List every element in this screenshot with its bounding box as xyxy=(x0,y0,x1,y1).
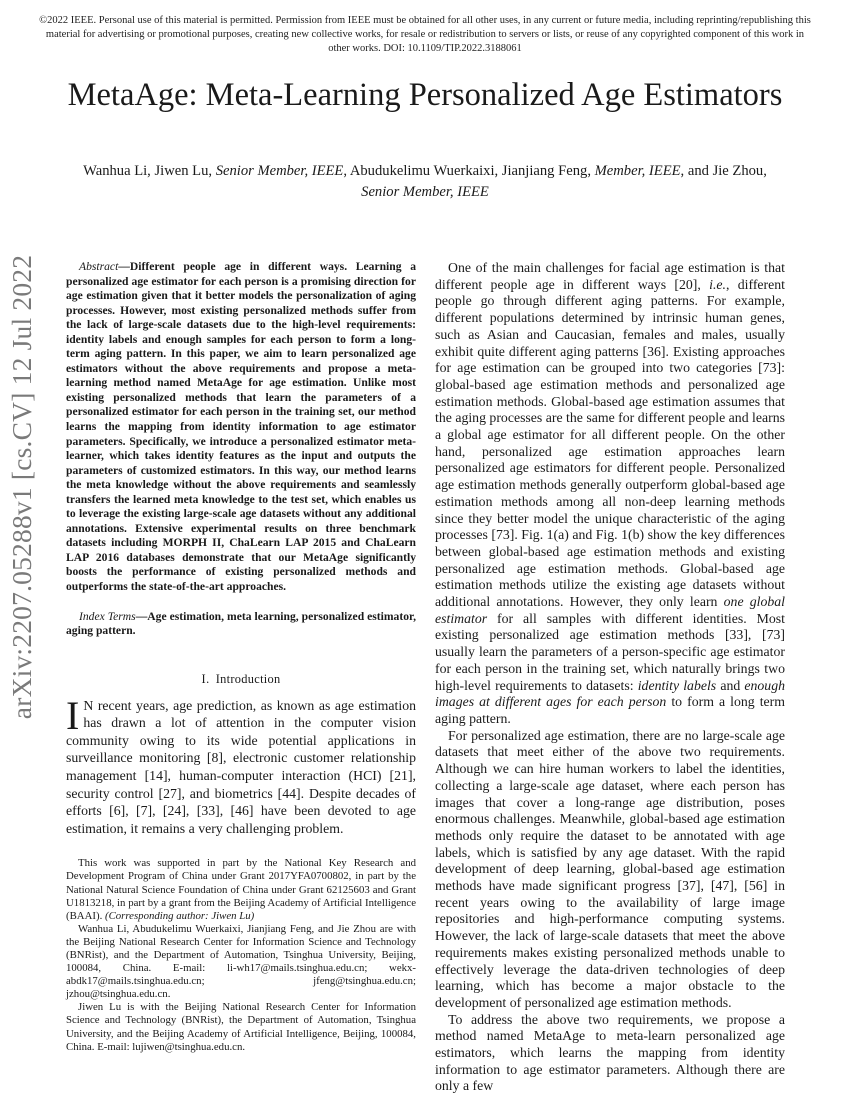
abstract xyxy=(66,260,416,595)
author-names: , Abudukelimu Wuerkaixi, Jianjiang Feng, xyxy=(343,163,595,179)
footnotes xyxy=(66,857,416,1053)
paragraph-text: for all samples with different identities. Most existing personalized age estimation methods [33], [73] usually learn the parameters of a person-specific age estimator for each person in the training set, which naturally brings two high-level requirements to datasets: xyxy=(435,610,785,693)
copyright-notice: ©2022 IEEE. Personal use of this material is permitted. Permission from IEEE must be obtained for all other uses, in any current or future media, including reprinting/republishing this material for advertising or promotional purposes, creating new collective works, for resale or redistribution to servers or lists, or reuse of any copyrighted component of this work in other works. DOI: 10.1109/TIP.2022.3188061 xyxy=(39,15,811,54)
intro-paragraph xyxy=(66,692,416,838)
author-membership: Member, IEEE xyxy=(594,163,681,179)
body-paragraph-2: For personalized age estimation, there are no large-scale age datasets that meet either of the above two requirements. Although we can hire human workers to label the identities, collecting a large-scale age dataset, where each person has images that cover a long-range age distribution, poses enormous challenges. Meanwhile, global-based age estimation methods only require the dataset to be annotated with age labels, which is satisfied by any age dataset. With the rapid development of deep learning, global-based age estimation methods have made significant progress [37], [47], [56] in recent years owing to the availability of large image repositories and high-performance computing systems. However, the lack of large-scale datasets that meet the above requirements makes existing personalized methods unable to effectively leverage the data-driven technologies of deep learning, which has become a major obstacle to the development of personalized age estimation methods. xyxy=(435,727,785,1010)
body-paragraph-3: To address the above two requirements, we propose a method named MetaAge to meta-learn personalized age estimators, which learns the mapping from identity information to age estimator parameters. Although there are only a few xyxy=(435,1011,785,1094)
footnote-affiliation-1: Wanhua Li, Abudukelimu Wuerkaixi, Jianjiang Feng, and Jie Zhou are with the Beijing National Research Center for Information Science and Technology (BNRist), and the Department of Automation, Tsinghua University, Beijing, 100084, China. E-mail: li-wh17@mails.tsinghua.edu.cn; wekx-abdk17@mails.tsinghua.edu.cn; jfeng@tsinghua.edu.cn; jzhou@tsinghua.edu.cn. xyxy=(66,922,416,1001)
drop-cap: I xyxy=(66,692,80,738)
footnote-funding xyxy=(66,857,416,922)
abstract-text: —Different people age in different ways. Learning a personalized age estimator for each person is a promising direction for age estimation given that it better models the personalization of aging processes. However, most existing personalized methods suffer from the lack of large-scale datasets due to the high-level requirements: identity labels and enough samples for each person to form a long-term aging pattern. In this paper, we aim to learn personalized age estimators without the above requirements and propose a meta-learning method named MetaAge for age estimation. Unlike most existing personalized methods that learn the parameters of a personalized estimator for each person in the training set, our method learns the mapping from identity information to age estimator parameters. Specifically, we introduce a personalized estimator meta-learner, which takes identity features as the input and outputs the parameters of customized estimators. In this way, our method learns the meta knowledge without the above requirements and seamlessly transfers the learned meta knowledge to the test set, which enables us to leverage the existing large-scale age datasets without any additional annotations. Extensive experimental results on three benchmark datasets including MORPH II, ChaLearn LAP 2015 and ChaLearn LAP 2016 databases demonstrate that our MetaAge significantly boosts the performance of existing personalized methods and outperforms the state-of-the-art approaches. xyxy=(66,260,416,594)
author-names: Wanhua Li, Jiwen Lu, xyxy=(83,163,216,179)
paper-title: MetaAge: Meta-Learning Personalized Age Estimators xyxy=(67,77,783,113)
arxiv-identifier-text: arXiv:2207.05288v1 [cs.CV] 12 Jul 2022 xyxy=(6,254,37,720)
paragraph-text: and xyxy=(716,677,745,693)
paragraph-emphasis: one global estimator xyxy=(435,594,786,626)
left-column xyxy=(66,260,416,1054)
body-paragraph-1 xyxy=(435,260,785,728)
abstract-label: Abstract xyxy=(79,260,119,273)
right-column xyxy=(435,260,785,1095)
corresponding-author-note: (Corresponding author: Jiwen Lu) xyxy=(104,909,255,922)
section-heading-introduction xyxy=(66,672,416,687)
intro-text: N recent years, age prediction, as known as age estimation has drawn a lot of attention in the computer vision community owing to its wide potential applications in surveillance monitoring [8], electronic customer relationship management [14], human-computer interaction (HCI) [21], security control [27], and biometrics [44]. Despite decades of efforts [6], [7], [24], [33], [46] have been devoted to age estimation, it remains a very challenging problem. xyxy=(66,697,416,836)
footnote-affiliation-2: Jiwen Lu is with the Beijing National Research Center for Information Science and Technology (BNRist), the Department of Automation, Tsinghua University, and the Beijing Academy of Artificial Intelligence, Beijing, 100084, China. E-mail: lujiwen@tsinghua.edu.cn. xyxy=(66,1001,416,1053)
paragraph-emphasis: i.e. xyxy=(709,276,726,292)
section-title: Introduction xyxy=(215,671,281,686)
author-membership: Senior Member, IEEE xyxy=(361,184,489,200)
paragraph-emphasis: identity labels xyxy=(637,677,717,693)
author-list xyxy=(70,161,780,203)
author-names: , and Jie Zhou, xyxy=(680,163,767,179)
paragraph-text: One of the main challenges for facial age estimation is that different people age in different ways [20], xyxy=(435,260,785,292)
paragraph-emphasis: enough images at different ages for each person xyxy=(435,677,785,710)
paragraph-text: to form a long term aging pattern. xyxy=(435,694,785,726)
arxiv-identifier-stamp xyxy=(2,254,42,720)
section-number: I. xyxy=(201,671,210,686)
index-terms-label: Index Terms xyxy=(79,609,136,623)
footnote-funding-text: This work was supported in part by the National Key Research and Development Program of China under Grant 2017YFA0700802, in part by the National Natural Science Foundation of China under Grant 62125603 and Grant U1813218, in part by a grant from the Beijing Academy of Artificial Intelligence (BAAI). xyxy=(66,857,416,922)
index-terms xyxy=(66,610,416,639)
index-terms-text: —Age estimation, meta learning, personalized estimator, aging pattern. xyxy=(66,609,416,638)
paragraph-text: , different people go through different aging patterns. For example, different populations determined by intrinsic human genes, such as Asian and Caucasian, females and males, usually exhibit quite different aging patterns [36]. Existing approaches for age estimation can be grouped into two categories [73]: global-based age estimation methods and personalized age estimation methods. Global-based age estimation assumes that the aging processes are the same for different people and learns a global age estimator for all different people. On the other hand, personalized age estimation approaches learn personalized age estimators for different people. Personalized age estimation methods generally outperform global-based age estimation methods among all non-deep learning methods since they better model the unique characteristic of the aging processes [73]. Fig. 1(a) and Fig. 1(b) show the key differences between global-based age estimation methods and existing personalized age estimation methods. Global-based age estimation methods utilize the existing age datasets without additional annotations. However, they only learn xyxy=(435,276,785,610)
author-membership: Senior Member, IEEE xyxy=(215,163,344,179)
